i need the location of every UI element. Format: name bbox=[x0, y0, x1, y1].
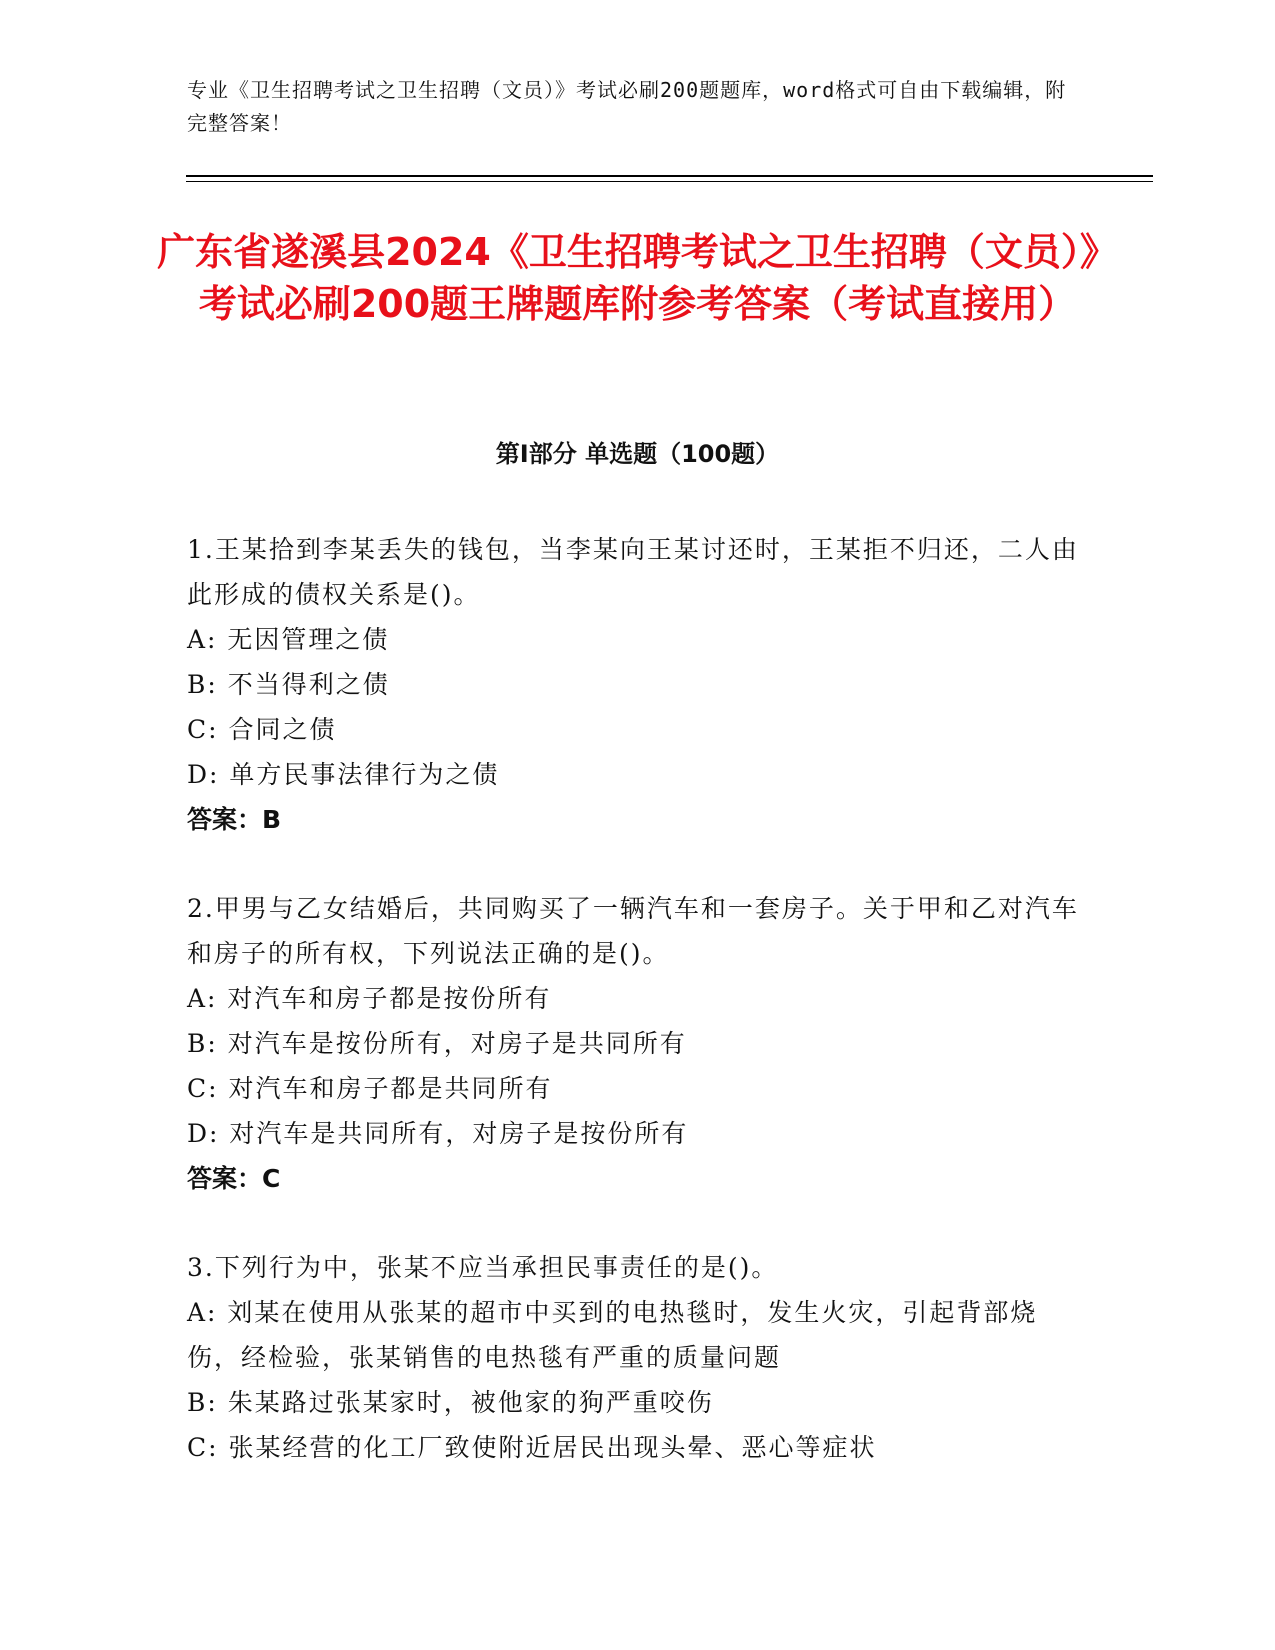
option-a: A: 对汽车和房子都是按份所有 bbox=[187, 984, 552, 1013]
document-title: 广东省遂溪县2024《卫生招聘考试之卫生招聘（文员）》考试必刷200题王牌题库附参考答案（考试直接用） bbox=[157, 230, 1118, 326]
question-stem: 2.甲男与乙女结婚后，共同购买了一辆汽车和一套房子。关于甲和乙对汽车和房子的所有权，下列说法正确的是()。 bbox=[187, 894, 1079, 968]
option-a: A: 刘某在使用从张某的超市中买到的电热毯时，发生火灾，引起背部烧伤，经检验，张某销售的电热毯有严重的质量问题 bbox=[187, 1298, 1038, 1372]
header-rule-thick bbox=[186, 175, 1153, 177]
question-stem: 1.王某拾到李某丢失的钱包，当李某向王某讨还时，王某拒不归还，二人由此形成的债权关系是()。 bbox=[187, 535, 1079, 609]
header-note: 专业《卫生招聘考试之卫生招聘（文员）》考试必刷200题题库，word格式可自由下载编辑，附完整答案！ bbox=[187, 78, 1067, 135]
option-b: B: 对汽车是按份所有，对房子是共同所有 bbox=[187, 1029, 687, 1058]
option-c: C: 对汽车和房子都是共同所有 bbox=[187, 1074, 553, 1103]
section-title: 第Ⅰ部分 单选题（100题） bbox=[495, 440, 780, 468]
question-2 bbox=[187, 886, 1087, 1202]
option-c: C: 张某经营的化工厂致使附近居民出现头晕、恶心等症状 bbox=[187, 1433, 877, 1462]
option-d: D: 单方民事法律行为之债 bbox=[187, 760, 500, 789]
answer-label: 答案：B bbox=[187, 805, 282, 834]
option-b: B: 朱某路过张某家时，被他家的狗严重咬伤 bbox=[187, 1388, 714, 1417]
question-stem: 3.下列行为中，张某不应当承担民事责任的是()。 bbox=[187, 1253, 779, 1282]
answer-label: 答案：C bbox=[187, 1164, 281, 1193]
question-3 bbox=[187, 1245, 1087, 1470]
question-list bbox=[187, 527, 1087, 1470]
header-rule-thin bbox=[186, 181, 1153, 182]
option-c: C: 合同之债 bbox=[187, 715, 337, 744]
option-b: B: 不当得利之债 bbox=[187, 670, 390, 699]
question-1 bbox=[187, 527, 1087, 843]
option-a: A: 无因管理之债 bbox=[187, 625, 390, 654]
option-d: D: 对汽车是共同所有，对房子是按份所有 bbox=[187, 1119, 689, 1148]
